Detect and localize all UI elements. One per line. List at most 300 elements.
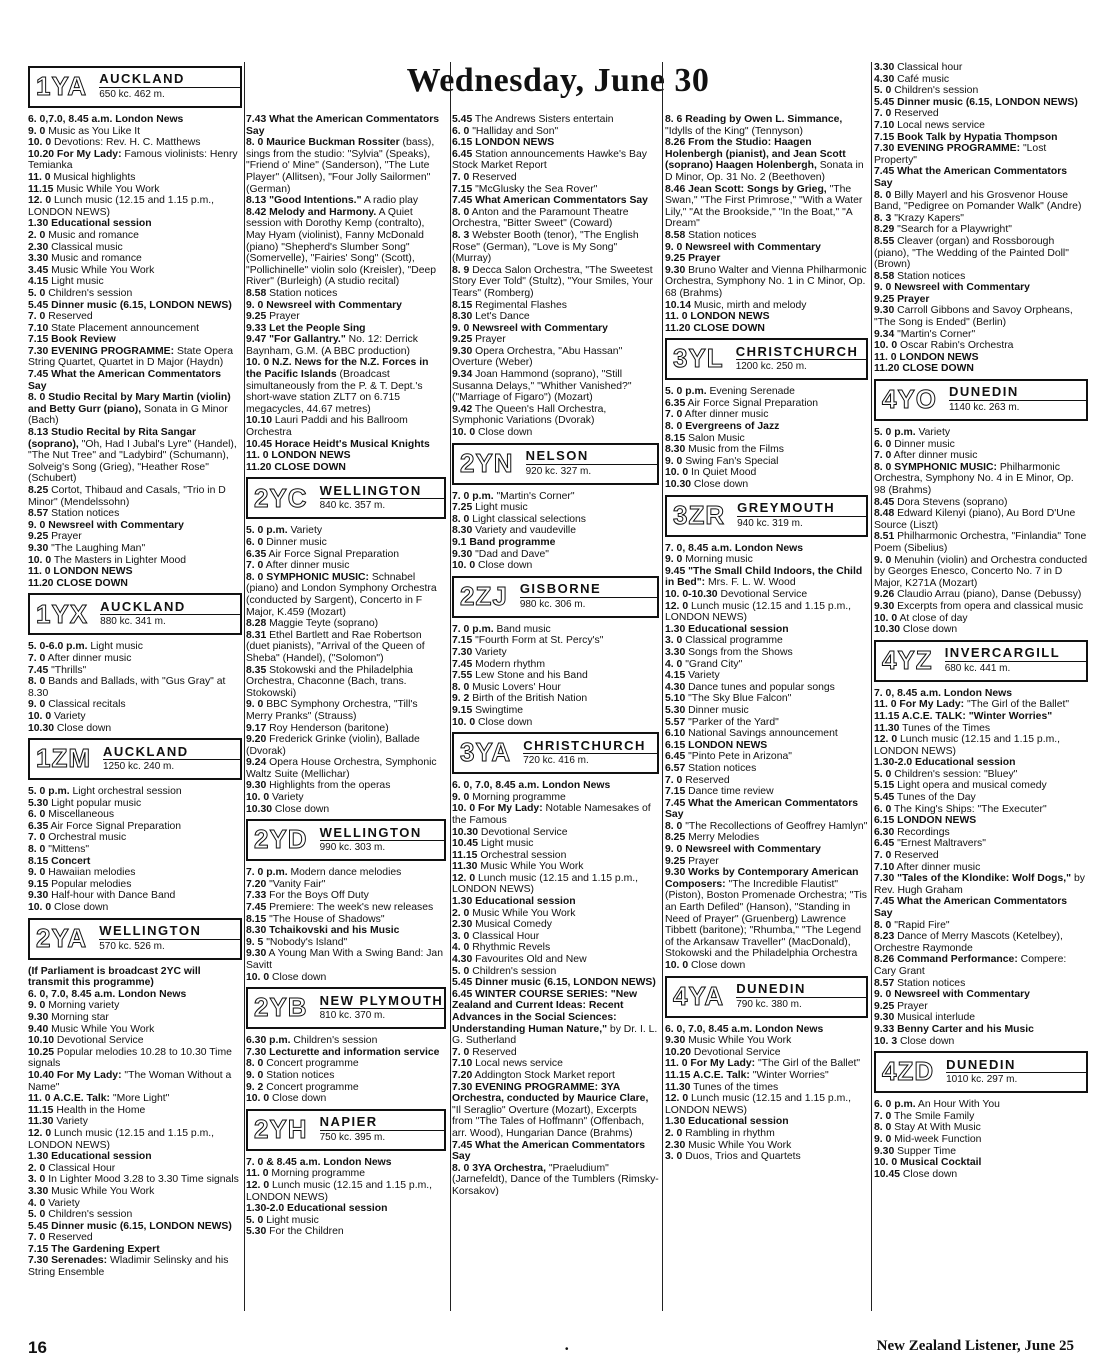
programme-time: 11.15 A.C.E. Talk: bbox=[665, 1069, 750, 1081]
station-header bbox=[874, 640, 1088, 682]
station-call-sign: 2YB bbox=[254, 992, 308, 1023]
programme-time: 8. 0 bbox=[28, 844, 46, 856]
programme-time: 8.58 bbox=[665, 229, 686, 241]
programme-time: 8. 0 Maurice Buckman Rossiter bbox=[246, 137, 400, 149]
programme-item bbox=[246, 1035, 446, 1047]
programme-time: 9. 5 bbox=[246, 936, 264, 948]
programme-text: Ethel Bartlett and Rae Robertson (duet pianists), "Arrival of the Queen of Sheba" (Handel), ("Solomon") bbox=[246, 629, 425, 664]
programme-item bbox=[665, 821, 868, 833]
programme-text: Health in the Home bbox=[53, 1104, 146, 1116]
programme-text: Close down bbox=[475, 560, 533, 572]
programme-time: 3. 0 bbox=[452, 930, 470, 942]
programme-time: 10.45 bbox=[874, 1168, 901, 1180]
programme-time: 9.25 bbox=[665, 855, 686, 867]
programme-time: 3.30 bbox=[28, 1185, 49, 1197]
programme-time: 11. 0 For My Lady: bbox=[665, 1058, 756, 1070]
programme-item bbox=[874, 352, 1088, 364]
programme-item bbox=[665, 601, 868, 624]
programme-item bbox=[665, 242, 868, 254]
programme-item bbox=[874, 427, 1088, 439]
programme-text: Variety bbox=[915, 427, 951, 439]
programme-time: 9.30 bbox=[665, 264, 686, 276]
station-info bbox=[520, 445, 657, 483]
programme-item bbox=[665, 786, 868, 798]
programme-item bbox=[874, 294, 1088, 306]
programme-time: 9. 0 bbox=[28, 699, 46, 711]
programme-item bbox=[28, 1209, 242, 1221]
programme-time: 7.45 What American Commentators Say bbox=[452, 195, 648, 207]
programme-item bbox=[874, 74, 1088, 86]
programme-time: 7. 0, 8.45 a.m. London News bbox=[874, 687, 1013, 699]
programme-item bbox=[452, 670, 659, 682]
programme-time: 6.30 bbox=[874, 826, 895, 838]
station-header bbox=[246, 477, 446, 519]
programme-item bbox=[28, 392, 242, 427]
programme-text: Prayer bbox=[472, 334, 506, 346]
programme-time: 11.15 bbox=[452, 849, 478, 861]
programme-time: 6. 0 bbox=[28, 809, 46, 821]
programme-text: Opera House Orchestra, Symphonic Waltz Suite (Mellichar) bbox=[246, 757, 437, 780]
programme-time: 11.30 bbox=[28, 1116, 54, 1128]
programme-time: 8.51 bbox=[874, 531, 895, 543]
programme-item bbox=[28, 711, 242, 723]
programme-text: "Idylls of the King" (Tennyson) bbox=[665, 125, 803, 137]
programme-time: 5. 0 bbox=[452, 965, 470, 977]
programme-item bbox=[452, 966, 659, 978]
programme-item bbox=[874, 989, 1088, 1001]
programme-time: 10. 0 For My Lady: bbox=[452, 803, 543, 815]
programme-item bbox=[452, 126, 659, 138]
programme-time: 11. 0 bbox=[246, 1168, 269, 1180]
programme-text: Supper Time bbox=[894, 1145, 957, 1157]
programme-time: 8.57 bbox=[874, 977, 895, 989]
programme-text: Music from the Films bbox=[685, 444, 784, 456]
station-header bbox=[452, 576, 659, 618]
programme-item bbox=[246, 630, 446, 665]
programme-time: 7.30 EVENING PROGRAMME: bbox=[28, 345, 175, 357]
programme-time: 9. 0 bbox=[665, 455, 683, 467]
programme-item bbox=[452, 1140, 659, 1163]
programme-time: 12. 0 bbox=[28, 195, 52, 207]
station-call-sign: 3YL bbox=[673, 343, 724, 374]
programme-time: 10. 0 bbox=[246, 1093, 270, 1105]
programme-item bbox=[28, 809, 242, 821]
programme-item bbox=[28, 676, 242, 699]
programme-text: Premiere: The week's new releases bbox=[266, 902, 434, 914]
programme-item bbox=[28, 1244, 242, 1256]
programme-item bbox=[874, 305, 1088, 328]
programme-item bbox=[28, 665, 242, 677]
programme-time: 9.33 Let the People Sing bbox=[246, 322, 366, 334]
programme-item bbox=[874, 850, 1088, 862]
programme-text: Music and romance bbox=[48, 253, 142, 265]
programme-time: 11.15 bbox=[28, 1104, 54, 1116]
programme-item bbox=[874, 143, 1088, 166]
programme-time: 8. 0 3YA Orchestra, bbox=[452, 1162, 546, 1174]
programme-time: 11. 0 LONDON NEWS bbox=[246, 450, 351, 462]
programme-time: 7.10 bbox=[28, 322, 49, 334]
programme-item bbox=[874, 462, 1088, 497]
programme-item bbox=[452, 491, 659, 503]
programme-item bbox=[28, 218, 242, 230]
programme-time: 8.58 bbox=[246, 287, 267, 299]
programme-item bbox=[665, 589, 868, 601]
programme-text: "Nobody's Island" bbox=[263, 936, 348, 948]
programme-text: Station notices bbox=[685, 762, 757, 774]
station-header bbox=[246, 819, 446, 861]
programme-item bbox=[665, 1116, 868, 1128]
station-frequency: 750 kc. 395 m. bbox=[320, 1130, 444, 1144]
programme-item bbox=[452, 827, 659, 839]
programme-item bbox=[28, 1116, 242, 1128]
programme-text: Variety bbox=[45, 1197, 80, 1209]
station-name: NAPIER bbox=[319, 1114, 378, 1130]
programme-time: 4.15 bbox=[665, 670, 686, 682]
station-name: AUCKLAND bbox=[103, 743, 189, 759]
programme-time: 12. 0 bbox=[246, 1179, 270, 1191]
programme-item bbox=[452, 323, 659, 335]
programme-text: by Dr. I. L. G. Sutherland bbox=[452, 1023, 658, 1047]
programme-time: 7.45 What the American Commentators Say bbox=[874, 166, 1068, 189]
programme-item bbox=[246, 560, 446, 572]
programme-time: 10. 0 bbox=[665, 467, 689, 479]
programme-text: After dinner music bbox=[45, 652, 132, 664]
programme-text: Mrs. F. L. W. Wood bbox=[705, 577, 796, 589]
programme-text: Morning programme bbox=[469, 791, 566, 803]
programme-item bbox=[874, 838, 1088, 850]
programme-time: 7. 0 bbox=[28, 1232, 46, 1244]
station-info bbox=[514, 578, 657, 616]
programme-item bbox=[665, 1058, 868, 1070]
programme-time: 7.45 What the American Commentators Say bbox=[452, 1139, 646, 1163]
programme-time: 7.25 bbox=[452, 502, 473, 514]
programme-item bbox=[28, 242, 242, 254]
programme-item bbox=[246, 549, 446, 561]
programme-item bbox=[28, 1000, 242, 1012]
programme-time: 4. 0 bbox=[665, 658, 683, 670]
programme-time: 9. 0 bbox=[28, 867, 46, 879]
programme-item bbox=[246, 1226, 446, 1238]
programme-time: 5. 0 bbox=[28, 1209, 46, 1221]
programme-text: Oscar Rabin's Orchestra bbox=[897, 340, 1014, 352]
programme-text: Music, mirth and melody bbox=[691, 299, 807, 311]
programme-time: 9.30 bbox=[246, 780, 267, 792]
programme-text: Tunes of the times bbox=[690, 1081, 779, 1093]
programme-text: Tunes of the Times bbox=[899, 722, 991, 734]
station-name: AUCKLAND bbox=[100, 598, 186, 614]
programme-text: Dance tunes and popular songs bbox=[685, 681, 835, 693]
programme-item bbox=[28, 1024, 242, 1036]
programme-item bbox=[28, 555, 242, 567]
programme-text: Lunch music (12.15 and 1.15 p.m., LONDON NEWS) bbox=[665, 600, 852, 624]
station-info bbox=[314, 821, 444, 859]
programme-time: 7. 0 bbox=[874, 1110, 892, 1122]
programme-text: Station notices bbox=[48, 508, 120, 520]
programme-item bbox=[874, 601, 1088, 613]
programme-item bbox=[665, 670, 868, 682]
programme-item bbox=[452, 195, 659, 207]
programme-time: 7.45 What the American Commentators Say bbox=[874, 896, 1068, 919]
programme-item bbox=[452, 560, 659, 572]
programme-item bbox=[874, 688, 1088, 700]
programme-text: Excerpts from opera and classical music bbox=[894, 600, 1084, 612]
programme-item bbox=[874, 1169, 1088, 1181]
programme-time: 8. 3 bbox=[874, 212, 892, 224]
programme-item bbox=[665, 1070, 868, 1082]
programme-time: 9. 2 bbox=[246, 1081, 264, 1093]
programme-text: Classical Hour bbox=[469, 930, 540, 942]
programme-time: 10. 3 bbox=[874, 1035, 898, 1047]
programme-text: Edward Kilenyi (piano), Au Bord D'Une Source (Liszt) bbox=[874, 508, 1076, 531]
programme-item bbox=[28, 867, 242, 879]
programme-item bbox=[246, 195, 446, 207]
programme-item bbox=[28, 288, 242, 300]
programme-time: 5.10 bbox=[665, 693, 686, 705]
programme-time: 6.15 LONDON NEWS bbox=[874, 815, 977, 827]
programme-time: 6. 0 bbox=[452, 125, 470, 137]
station-header bbox=[246, 987, 446, 1029]
programme-item bbox=[28, 311, 242, 323]
programme-item bbox=[246, 439, 446, 451]
programme-time: 9. 0 Newsreel with Commentary bbox=[28, 519, 184, 531]
programme-text: Orchestral music bbox=[45, 832, 127, 844]
programme-text: For the Children bbox=[266, 1226, 344, 1238]
programme-text: Rhythmic Revels bbox=[469, 942, 551, 954]
programme-item bbox=[28, 1070, 242, 1093]
programme-item bbox=[874, 166, 1088, 189]
programme-text: Light music bbox=[472, 502, 528, 514]
programme-text: Miscellaneous bbox=[45, 809, 115, 821]
programme-time: 11.20 CLOSE DOWN bbox=[28, 577, 128, 589]
programme-column-4 bbox=[665, 114, 868, 1163]
programme-item bbox=[452, 1163, 659, 1198]
programme-time: 7.15 bbox=[452, 183, 473, 195]
programme-text: "Praeludium" (Jarnefeldt), Dance of the Tumblers (Rimsky-Korsakov) bbox=[452, 1162, 659, 1197]
programme-item bbox=[874, 827, 1088, 839]
programme-item bbox=[874, 108, 1088, 120]
programme-time: 9.30 Works by Contemporary American Composers: bbox=[665, 867, 859, 890]
programme-item bbox=[28, 699, 242, 711]
programme-text: Close down bbox=[269, 971, 327, 983]
programme-item bbox=[665, 433, 868, 445]
programme-time: 3.45 bbox=[28, 264, 49, 276]
programme-text: Webster Booth (tenor), "The English Rose" (German), "Love is My Song" (Murray) bbox=[452, 229, 639, 265]
programme-text: Lunch music (12.15 and 1.15 p.m., LONDON NEWS) bbox=[452, 872, 639, 896]
programme-item bbox=[452, 369, 659, 404]
station-call-sign: 1ZM bbox=[36, 743, 91, 774]
programme-text: Close down bbox=[900, 624, 958, 636]
programme-item bbox=[452, 838, 659, 850]
programme-item bbox=[246, 462, 446, 474]
programme-text: Classical hour bbox=[894, 62, 963, 73]
programme-item bbox=[874, 363, 1088, 375]
programme-time: 9.33 Benny Carter and his Music bbox=[874, 1023, 1034, 1035]
programme-time: 7.45 bbox=[28, 664, 49, 676]
programme-text: Café music bbox=[894, 73, 950, 85]
programme-time: 7.30 Serenades: bbox=[28, 1255, 108, 1267]
station-header bbox=[874, 379, 1088, 421]
programme-text: "Martin's Corner" bbox=[493, 490, 575, 502]
programme-time: 11.30 bbox=[874, 722, 900, 734]
programme-text: Popular melodies bbox=[48, 878, 132, 890]
station-frequency: 650 kc. 462 m. bbox=[99, 87, 240, 101]
programme-time: 9.25 bbox=[28, 531, 49, 543]
programme-time: 9.30 bbox=[665, 1035, 686, 1047]
programme-item bbox=[246, 1047, 446, 1059]
programme-time: 8. 0 bbox=[874, 189, 892, 201]
programme-time: 3. 0 bbox=[665, 635, 683, 647]
programme-time: 8.25 bbox=[28, 485, 49, 496]
programme-time: 10.14 bbox=[665, 299, 692, 311]
station-call-sign: 4YZ bbox=[882, 644, 933, 675]
programme-item bbox=[452, 954, 659, 966]
programme-time: 10. 0 bbox=[28, 137, 52, 149]
programme-item bbox=[452, 659, 659, 671]
programme-time: 10. 0 Musical Cocktail bbox=[874, 1157, 982, 1169]
programme-item bbox=[246, 1180, 446, 1203]
programme-time: 9.34 bbox=[452, 369, 473, 381]
programme-text: Musical highlights bbox=[50, 171, 136, 183]
programme-text: The King's Ships: "The Executer" bbox=[891, 803, 1047, 815]
programme-time: 6. 0, 7.0, 8.45 a.m. London News bbox=[28, 988, 187, 1000]
programme-item bbox=[452, 427, 659, 439]
programme-column-1 bbox=[28, 62, 242, 1279]
programme-time: 10. 0 bbox=[28, 902, 52, 914]
programme-time: 8. 0 SYMPHONIC MUSIC: bbox=[874, 461, 997, 473]
programme-item bbox=[28, 723, 242, 735]
programme-text: Close down bbox=[900, 1168, 958, 1180]
programme-item bbox=[665, 682, 868, 694]
programme-item bbox=[874, 723, 1088, 735]
programme-time: 6. 0 bbox=[874, 803, 892, 815]
programme-item bbox=[28, 653, 242, 665]
programme-text: Decca Salon Orchestra, "The Sweetest Story Ever Told" (Stultz), "Your Smiles, Your Tears" (Romberg) bbox=[452, 264, 653, 299]
station-frequency: 990 kc. 303 m. bbox=[320, 840, 444, 854]
programme-time: 9.25 Prayer bbox=[874, 293, 930, 305]
programme-text: Classical programme bbox=[682, 635, 783, 647]
programme-text: "Grand City" bbox=[682, 658, 743, 670]
programme-time: 8. 6 Reading by Owen L. Simmance, bbox=[665, 114, 843, 125]
programme-text: "Lost Property" bbox=[874, 143, 1047, 166]
programme-item bbox=[665, 775, 868, 787]
programme-item bbox=[246, 1215, 446, 1227]
programme-time: 6.57 bbox=[665, 762, 686, 774]
station-info bbox=[314, 479, 444, 517]
programme-text: Children's session bbox=[891, 85, 979, 97]
programme-text: Cortot, Thibaud and Casals, "Trio in D Minor" (Mendelssohn) bbox=[28, 485, 226, 508]
programme-item bbox=[665, 230, 868, 242]
programme-item bbox=[665, 960, 868, 972]
programme-item bbox=[28, 114, 242, 126]
programme-item bbox=[452, 780, 659, 792]
programme-time: 8.26 From the Studio: Haagen Holenbergh (pianist), and Jean Scott (soprano) Haagen Holenbergh, bbox=[665, 137, 846, 172]
programme-text: Music While You Work bbox=[48, 1185, 155, 1197]
programme-text: For the Boys Off Duty bbox=[266, 890, 369, 902]
programme-item bbox=[246, 792, 446, 804]
programme-text: Children's session bbox=[469, 965, 557, 977]
programme-item bbox=[665, 543, 868, 555]
programme-item bbox=[874, 85, 1088, 97]
programme-item bbox=[28, 1012, 242, 1024]
station-header bbox=[28, 593, 242, 635]
programme-item bbox=[452, 514, 659, 526]
station-call-sign: 4ZD bbox=[882, 1056, 935, 1087]
programme-time: 10.45 bbox=[452, 838, 479, 850]
programme-item bbox=[452, 989, 659, 1047]
station-frequency: 680 kc. 441 m. bbox=[945, 661, 1086, 675]
station-info bbox=[939, 642, 1086, 680]
programme-item bbox=[246, 699, 446, 722]
programme-text: Music and romance bbox=[45, 229, 139, 241]
programme-time: 11.30 bbox=[665, 1081, 691, 1093]
programme-text: "The Laughing Man" bbox=[48, 542, 146, 554]
programme-item bbox=[246, 1168, 446, 1180]
programme-item bbox=[28, 1047, 242, 1070]
programme-item bbox=[874, 1036, 1088, 1048]
programme-time: 7.15 Book Review bbox=[28, 334, 116, 346]
station-name: NELSON bbox=[525, 448, 589, 464]
programme-text: A radio play bbox=[361, 195, 419, 207]
programme-time: 12. 0 bbox=[874, 734, 898, 746]
programme-text: "The Woman Without a Name" bbox=[28, 1069, 232, 1093]
programme-item bbox=[665, 456, 868, 468]
programme-time: 10. 0-10.30 bbox=[665, 589, 718, 600]
programme-item bbox=[246, 618, 446, 630]
programme-item bbox=[28, 641, 242, 653]
programme-item bbox=[874, 920, 1088, 932]
programme-time: 6.30 p.m. bbox=[246, 1035, 291, 1047]
programme-time: 8. 0 Studio Recital by Mary Martin (violin) and Betty Gurr (piano), bbox=[28, 392, 231, 415]
programme-item bbox=[452, 850, 659, 862]
programme-time: 10.25 bbox=[28, 1046, 55, 1058]
programme-text: Stokowski and the Philadelphia Orchestra, Chaconne (Bach, trans. Stokowski) bbox=[246, 664, 413, 699]
programme-text: Reserved bbox=[891, 108, 939, 120]
programme-item bbox=[452, 647, 659, 659]
programme-time: 9. 2 bbox=[452, 693, 470, 705]
programme-item bbox=[874, 815, 1088, 827]
programme-time: 11.20 CLOSE DOWN bbox=[246, 461, 346, 473]
programme-item bbox=[28, 966, 242, 989]
programme-item bbox=[28, 989, 242, 1001]
programme-item bbox=[665, 867, 868, 960]
programme-time: 7. 0, 8.45 a.m. London News bbox=[665, 542, 804, 554]
programme-text: (Broadcast simultaneously from the P. & T. Dept.'s short-wave station ZLT7 on 6.715 megacycles, 44.67 metres) bbox=[246, 369, 423, 415]
programme-time: 6.45 bbox=[452, 148, 473, 160]
programme-time: 1.30 Educational session bbox=[665, 623, 789, 635]
programme-text: Recordings bbox=[894, 826, 950, 838]
programme-time: 7.30 EVENING PROGRAMME: bbox=[874, 143, 1021, 155]
programme-time: 5.45 Dinner music (6.15, LONDON NEWS) bbox=[28, 299, 232, 311]
programme-text: Duos, Trios and Quartets bbox=[682, 1151, 801, 1163]
programme-time: 7.30 "Tales of the Klondike: Wolf Dogs," bbox=[874, 873, 1072, 885]
programme-item bbox=[874, 589, 1088, 601]
programme-time: 6.45 bbox=[874, 838, 895, 850]
programme-time: 11. 0 LONDON NEWS bbox=[665, 311, 770, 323]
station-header bbox=[874, 1051, 1088, 1093]
programme-time: 7.20 bbox=[452, 1069, 473, 1081]
programme-time: 5. 0 p.m. bbox=[874, 427, 916, 439]
programme-item bbox=[246, 867, 446, 879]
programme-item bbox=[874, 699, 1088, 711]
programme-text: In Quiet Mood bbox=[688, 467, 757, 479]
programme-item bbox=[452, 149, 659, 172]
programme-time: 6.35 bbox=[665, 397, 686, 409]
programme-item bbox=[874, 439, 1088, 451]
programme-text: Dinner music bbox=[685, 704, 749, 716]
programme-text: Philharmonic Orchestra, "Finlandia" Tone Poem (Sibelius) bbox=[874, 531, 1087, 554]
programme-item bbox=[246, 902, 446, 914]
programme-item bbox=[874, 555, 1088, 590]
